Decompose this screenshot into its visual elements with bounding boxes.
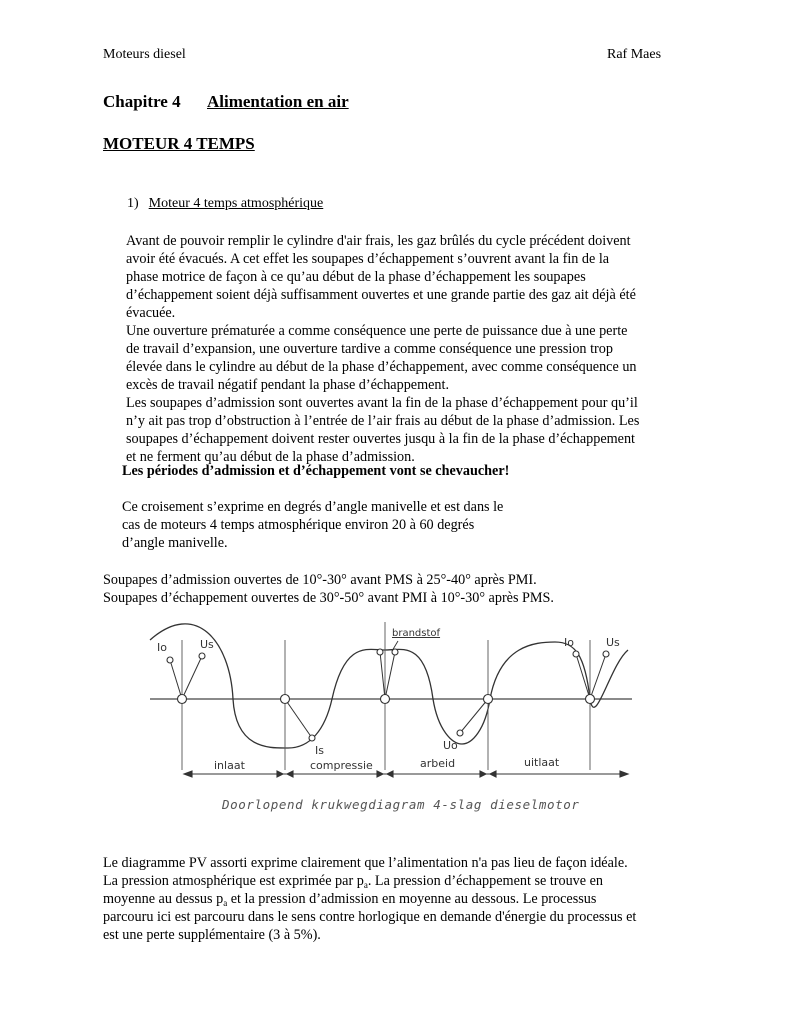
paragraph-line: de travail d’expansion, une ouverture tardive a comme conséquence une pression trop (126, 341, 613, 357)
paragraph-crossing (122, 498, 503, 552)
crank-diagram (140, 620, 640, 797)
paragraph-line: Ce croisement s’exprime en degrés d’angle manivelle et est dans le (122, 499, 504, 515)
paragraph-line: soupapes d’échappement doivent rester ouvertes jusqu à la fin de la phase d’échappement (126, 431, 635, 447)
paragraph-line: d’échappement soient déjà suffisamment ouvertes et une grande partie des gaz ait déjà été (126, 287, 636, 303)
label-uo: Uo (443, 739, 458, 752)
diagram-caption: Doorlopend krukwegdiagram 4-slag dieselmotor (222, 797, 580, 812)
paragraph-line: La pression atmosphérique est exprimée par $p_a$. La pression d’échappement se trouve en (103, 873, 604, 890)
subsection-number: 1) (127, 196, 139, 211)
paragraph-line: Avant de pouvoir remplir le cylindre d'air frais, les gaz brûlés du cycle précédent doivent (126, 233, 631, 249)
paragraph-line: Soupapes d’admission ouvertes de 10°-30° avant PMS à 25°-40° après PMI. (103, 572, 537, 588)
paragraph-line: évacuée. (126, 305, 176, 321)
header-left: Moteurs diesel (103, 47, 186, 62)
subsection-title: Moteur 4 temps atmosphérique (148, 196, 324, 211)
phase-label: arbeid (420, 757, 456, 770)
crank-curve (150, 624, 628, 748)
label-us-left: Us (200, 638, 214, 651)
paragraph-line: est une perte supplémentaire (3 à 5%). (103, 927, 321, 943)
subscript-a: a (223, 898, 228, 908)
bold-statement: Les périodes d’admission et d’échappement vont se chevaucher! (122, 463, 510, 479)
label-us-right: Us (606, 636, 620, 649)
phase-label: inlaat (214, 759, 245, 772)
paragraph-pv-diagram (103, 854, 636, 944)
paragraph-line: phase motrice de façon à ce qu’au début de la phase d’échappement les soupapes (126, 269, 586, 285)
paragraph-line: Le diagramme PV assorti exprime clairement que l’alimentation n'a pas lieu de façon idéale. (103, 855, 628, 871)
paragraph-line: avoir été évacués. A cet effet les soupapes d’échappement s’ouvrent avant la fin de la (126, 251, 610, 267)
phase-arrow (184, 771, 628, 777)
paragraph-line: excès de travail négatif pendant la phase d’échappement. (126, 377, 450, 393)
chapter-heading (103, 92, 349, 112)
label-io-left: Io (157, 641, 167, 654)
subscript-a: a (363, 880, 368, 890)
header-right: Raf Maes (607, 47, 662, 62)
label-is: Is (315, 744, 324, 757)
paragraph-line: cas de moteurs 4 temps atmosphérique environ 20 à 60 degrés (122, 517, 475, 533)
paragraph-line: et ne ferment qu’au début de la phase d’admission. (126, 449, 415, 465)
chapter-title: Alimentation en air (207, 92, 349, 111)
section-title: MOTEUR 4 TEMPS (103, 134, 255, 153)
label-brandstof: brandstof (392, 628, 441, 639)
paragraph-valve-timing (103, 571, 554, 607)
paragraph-line: parcouru ici est parcouru dans le sens contre horlogique en demande d'énergie du processus et (103, 909, 637, 925)
paragraph-line: Les soupapes d’admission sont ouvertes avant la fin de la phase d’échappement pour qu’il (126, 395, 638, 411)
phase-label: uitlaat (524, 756, 560, 769)
paragraph-exhaust-intake (126, 232, 639, 466)
paragraph-line: moyenne au dessus $p_a$ et la pression d’admission en moyenne au dessous. Le processus (103, 891, 597, 908)
phase-label: compressie (310, 759, 373, 772)
paragraph-line: n’y ait pas trop d’obstruction à l’entrée de l’air frais au début de la phase d’admission. Les (126, 413, 640, 429)
paragraph-line: Soupapes d’échappement ouvertes de 30°-50° avant PMI à 10°-30° après PMS. (103, 590, 554, 606)
paragraph-line: Une ouverture prématurée a comme conséquence une perte de puissance due à une perte (126, 323, 628, 339)
chapter-number: Chapitre 4 (103, 92, 181, 111)
paragraph-line: élevée dans le cylindre au début de la phase d’échappement, avec comme conséquence un (126, 359, 637, 375)
label-io-right: Io (564, 636, 574, 649)
subsection-heading (127, 196, 323, 212)
paragraph-line: d’angle manivelle. (122, 535, 228, 551)
